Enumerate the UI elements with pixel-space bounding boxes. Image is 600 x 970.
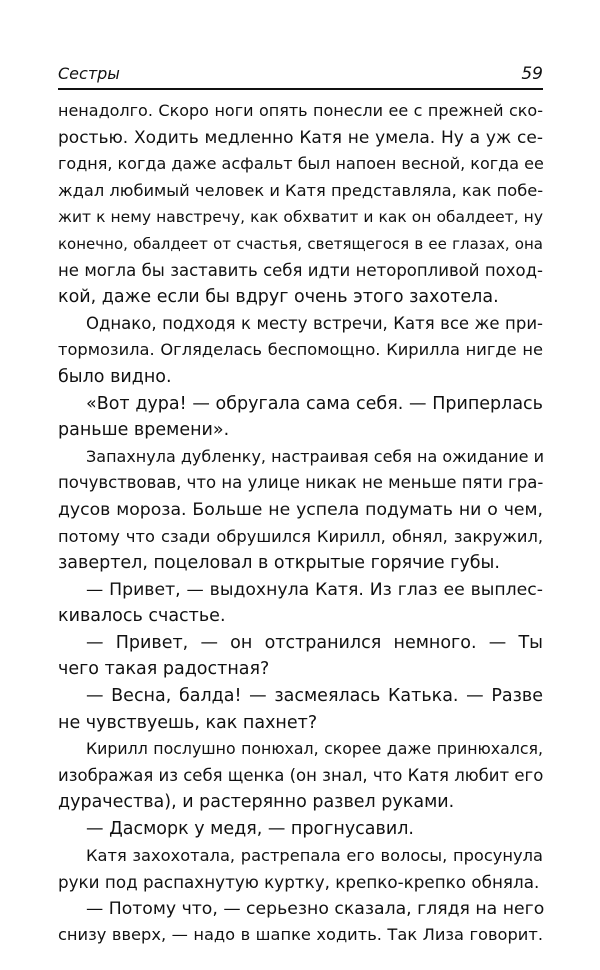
page-header <box>58 64 543 90</box>
text-line: — Весна, балда! — засмеялась Катька. — Разве <box>86 686 543 707</box>
text-line: кой, даже если бы вдруг очень этого захотела. <box>58 287 499 308</box>
running-title: Сестры <box>58 64 120 83</box>
text-line: ростью. Ходить медленно Катя не умела. Ну а уж се- <box>58 127 543 148</box>
text-line: — Потому что, — серьезно сказала, глядя на него <box>86 898 545 919</box>
text-line: — Привет, — он отстранился немного. — Ты <box>86 632 543 653</box>
text-line: Однако, подходя к месту встречи, Катя все же при- <box>86 313 543 333</box>
text-line: годня, когда даже асфальт был напоен весной, когда ее <box>58 154 544 174</box>
text-line: конечно, обалдеет от счастья, светящегося в ее глазах, она <box>58 234 543 253</box>
text-line: Катя захохотала, растрепала его волосы, просунула <box>86 845 543 865</box>
body-text <box>58 98 543 949</box>
text-line: чего такая радостная? <box>58 659 270 680</box>
text-line: тормозила. Огляделась беспомощно. Кирилла нигде не <box>58 340 543 360</box>
text-line: дурачества), и растерянно развел руками. <box>58 792 455 813</box>
text-line: было видно. <box>58 366 172 387</box>
text-line: — Привет, — выдохнула Катя. Из глаз ее выплес- <box>86 579 543 600</box>
text-line: жит к нему навстречу, как обхватит и как он обалдеет, ну <box>58 208 543 227</box>
text-line: дусов мороза. Больше не успела подумать ни о чем, <box>58 499 543 520</box>
text-line: раньше времени». <box>58 420 230 441</box>
text-line: изображая из себя щенка (он знал, что Катя любит его <box>58 765 544 785</box>
text-line: не чувствуешь, как пахнет? <box>58 712 318 733</box>
text-line: кивалось счастье. <box>58 606 226 627</box>
text-line: снизу вверх, — надо в шапке ходить. Так Лиза говорит. <box>58 925 543 945</box>
text-line: — Дасморк у медя, — прогнусавил. <box>86 819 414 840</box>
text-line: «Вот дура! — обругала сама себя. — Приперлась <box>86 393 543 414</box>
text-line: Кирилл послушно понюхал, скорее даже принюхался, <box>86 739 543 759</box>
text-line: ждал любимый человек и Катя представляла, как побе- <box>58 180 544 200</box>
text-line: завертел, поцеловал в открытые горячие губы. <box>58 553 500 574</box>
text-line: не могла бы заставить себя идти неторопливой поход- <box>58 260 543 280</box>
text-line: потому что сзади обрушился Кирилл, обнял, закружил, <box>58 526 543 546</box>
text-line: Запахнула дубленку, настраивая себя на ожидание и <box>86 446 544 466</box>
text-line: ненадолго. Скоро ноги опять понесли ее с прежней ско- <box>58 101 543 120</box>
text-line: почувствовав, что на улице никак не меньше пяти гра- <box>58 473 544 493</box>
page-number: 59 <box>521 64 543 84</box>
text-line: руки под распахнутую куртку, крепко-крепко обняла. <box>58 872 540 893</box>
